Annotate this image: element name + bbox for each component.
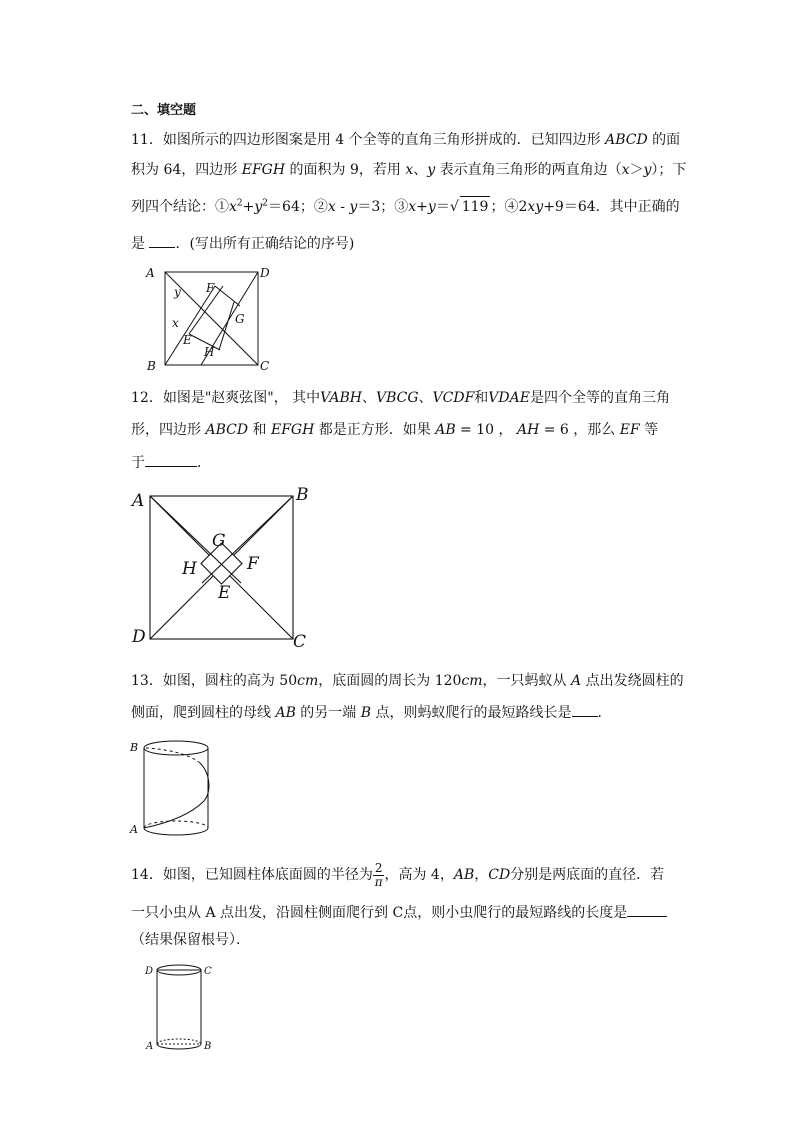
label-x: x: [172, 316, 179, 330]
q14-answer-blank[interactable]: [627, 902, 667, 917]
q12-answer-blank[interactable]: [145, 452, 197, 467]
q14-number: 14．: [131, 867, 163, 883]
q12-line-1: 12．如图是"赵爽弦图"， 其中VABH、VBCG、VCDF和VDAE是四个全等的直角三角: [131, 390, 670, 406]
label-G: G: [235, 312, 245, 326]
label-y: y: [174, 285, 181, 299]
label-F: F: [206, 281, 215, 295]
sqrt-119: 119: [460, 196, 491, 217]
q11-line-2: 积为 64，四边形 EFGH 的面积为 9，若用 x、y 表示直角三角形的两直角边（x＞y）；下: [131, 162, 687, 178]
q11-line-3: 列四个结论：$①x^2+y^2=64$；②x - y＝3；③x+y＝√ 119 ；④2xy+9＝64．其中正确的: [131, 196, 680, 217]
label-C: C: [260, 359, 270, 373]
q11-line-4: 是 ．(写出所有正确结论的序号): [131, 233, 354, 254]
q12-figure: [130, 484, 320, 654]
label-A: A: [132, 491, 145, 511]
fraction-2-over-pi: $\frac{2}{\pi}$: [374, 860, 383, 889]
label-B: B: [147, 359, 156, 373]
q14-figure: [142, 960, 232, 1060]
q14-line-1: 14．如图，已知圆柱体底面圆的半径为 $\frac{2}{\pi}$ ，高为 4，AB，CD分别是两底面的直径．若: [131, 860, 665, 889]
label-H: H: [182, 559, 197, 579]
q12-line-3: 于 ．: [131, 452, 211, 473]
q13-line-1: 13．如图，圆柱的高为 50cm，底面圆的周长为 120cm，一只蚂蚁从 A 点出发绕圆柱的: [131, 673, 684, 689]
q12-number: 12．: [131, 390, 163, 406]
label-B: B: [130, 741, 139, 754]
label-A: A: [130, 823, 138, 836]
q14-line-3: （结果保留根号）．: [131, 932, 250, 948]
q12-line-2: 形，四边形 ABCD 和 EFGH 都是正方形．如果 AB = 10 ， AH = 6 ，那么 EF 等: [131, 422, 659, 438]
label-C: C: [204, 966, 212, 977]
ant-path-back: [146, 748, 200, 763]
q14-line-2: 一只小虫从 A 点出发，沿圆柱侧面爬行到 C点，则小虫爬行的最短路线的长度是: [131, 902, 667, 923]
section-title: 二、填空题: [131, 103, 197, 118]
label-G: G: [212, 531, 226, 551]
q11-line-1: 11．如图所示的四边形图案是用 4 个全等的直角三角形拼成的．已知四边形 ABCD 的面: [131, 132, 681, 148]
label-C: C: [293, 632, 307, 652]
q13-answer-blank[interactable]: [572, 702, 598, 717]
q13-line-2: 侧面，爬到圆柱的母线 AB 的另一端 B 点，则蚂蚁爬行的最短路线长是 ．: [131, 702, 612, 723]
label-D: D: [132, 627, 146, 647]
label-A: A: [146, 1041, 154, 1052]
q11-figure: [140, 264, 280, 374]
label-D: D: [260, 266, 270, 280]
label-B: B: [204, 1041, 212, 1052]
q11-answer-blank[interactable]: [149, 233, 175, 248]
ant-path-front: [144, 763, 209, 828]
q11-number: 11．: [131, 132, 163, 148]
label-F: F: [247, 554, 259, 574]
q13-figure: [128, 733, 228, 843]
label-E: E: [218, 583, 231, 603]
label-B: B: [296, 485, 309, 505]
label-E: E: [183, 333, 192, 347]
label-H: H: [204, 345, 215, 359]
q13-number: 13．: [131, 673, 163, 689]
label-D: D: [145, 966, 154, 977]
label-A: A: [146, 266, 155, 280]
